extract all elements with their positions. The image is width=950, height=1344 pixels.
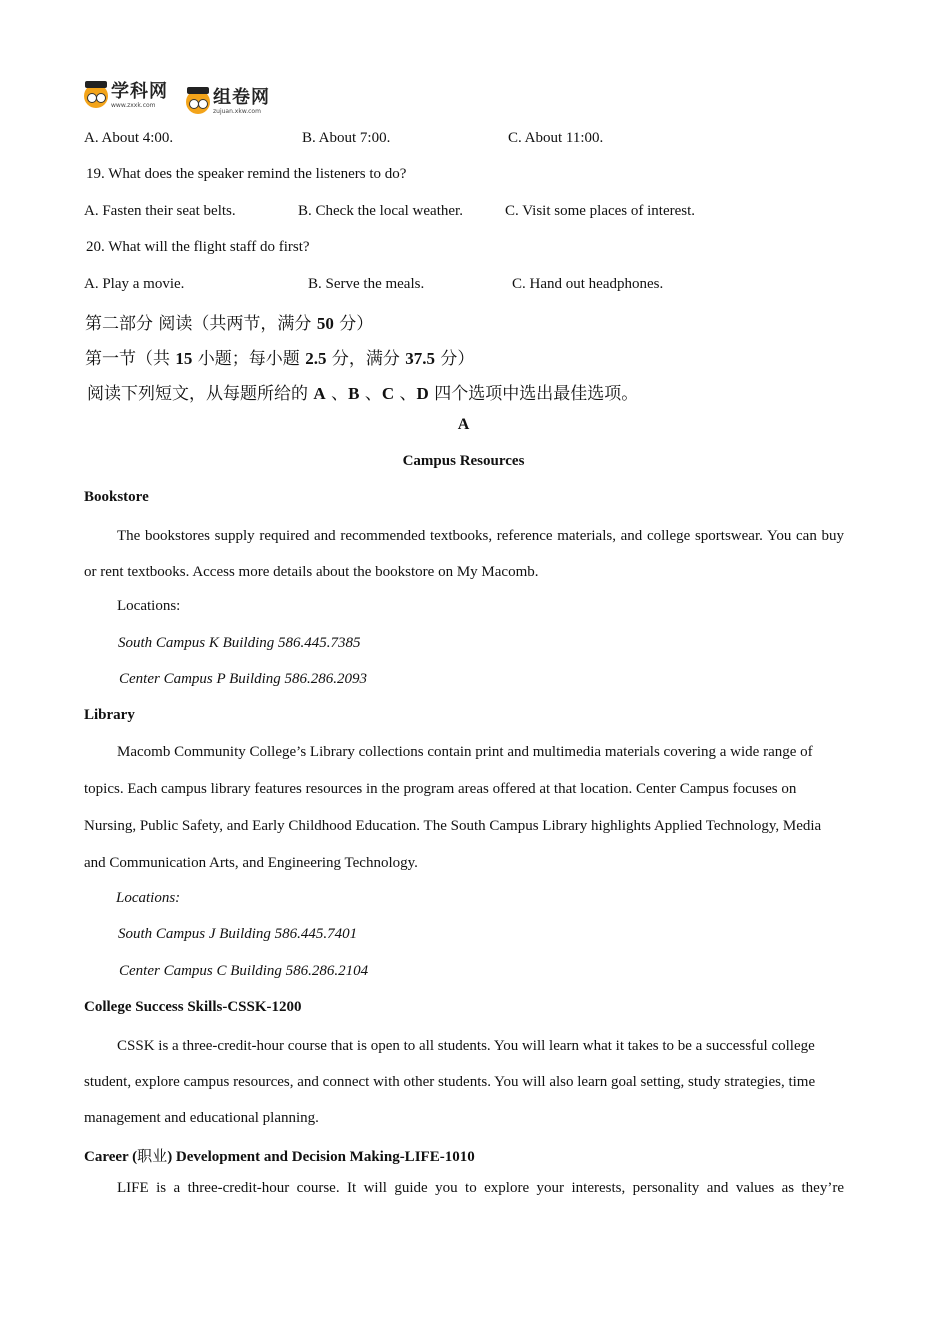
cssk-heading: College Success Skills-CSSK-1200: [84, 999, 302, 1015]
passage-title: Campus Resources: [402, 453, 525, 469]
library-location-south: South Campus J Building 586.445.7401: [118, 926, 358, 942]
q20-question: 20. What will the flight staff do first?: [86, 239, 310, 255]
zujuanwang-logo: [186, 84, 270, 120]
owl-icon: [186, 90, 210, 114]
section1-heading: 第一节（共 15 小题；每小题 2.5 分，满分 37.5 分）: [85, 349, 475, 369]
owl-icon: [84, 84, 108, 108]
life-body: LIFE is a three-credit-hour course. It will guide you to explore your interests, personality and values as they’re: [117, 1180, 844, 1196]
bookstore-location-center: Center Campus P Building 586.286.2093: [119, 671, 368, 687]
q19-option-a: A. Fasten their seat belts.: [84, 203, 236, 219]
q18-option-a: A. About 4:00.: [84, 130, 174, 146]
bookstore-location-south: South Campus K Building 586.445.7385: [118, 635, 361, 651]
q19-option-c: C. Visit some places of interest.: [505, 203, 696, 219]
cssk-body: CSSK is a three-credit-hour course that is open to all students. You will learn what it takes to be a successful college student, explore campus resources, and connect with other students. You will also learn goal setting, study strategies, time management and educational planning.: [84, 1038, 816, 1126]
bookstore-heading: Bookstore: [84, 489, 149, 505]
q19-question: 19. What does the speaker remind the listeners to do?: [86, 166, 407, 182]
library-heading: Library: [84, 707, 135, 723]
q18-option-c: C. About 11:00.: [508, 130, 604, 146]
library-location-center: Center Campus C Building 586.286.2104: [119, 963, 369, 979]
library-locations-label: Locations:: [116, 890, 181, 906]
logo-text: 学科网: [111, 81, 168, 102]
logo-text: 组卷网: [213, 87, 270, 108]
reading-instruction: 阅读下列短文，从每题所给的 A 、B 、C 、D 四个选项中选出最佳选项。: [87, 384, 639, 404]
q20-option-a: A. Play a movie.: [84, 276, 185, 292]
library-body: Macomb Community College’s Library collections contain print and multimedia materials covering a wide range of topics. Each campus library features resources in the program areas offered at that location. Center Campus focuses on Nursing, Public Safety, and Early Childhood Education. The South Campus Library highlights Applied Technology, Media and Communication Arts, and Engineering Technology.: [84, 744, 822, 871]
passage-letter: A: [457, 416, 470, 433]
q20-option-b: B. Serve the meals.: [308, 276, 425, 292]
logo-url: www.zxxk.com: [111, 102, 156, 109]
xuekewang-logo: [84, 78, 168, 114]
q20-option-c: C. Hand out headphones.: [512, 276, 664, 292]
q19-option-b: B. Check the local weather.: [298, 203, 463, 219]
part2-heading: 第二部分 阅读（共两节，满分 50 分）: [85, 314, 374, 334]
logo-url: zujuan.xkw.com: [213, 108, 261, 115]
bookstore-locations-label: Locations:: [117, 598, 181, 614]
life-heading: Career (职业) Development and Decision Making-LIFE-1010: [84, 1147, 475, 1165]
q18-option-b: B. About 7:00.: [302, 130, 391, 146]
bookstore-body: The bookstores supply required and recommended textbooks, reference materials, and college sportswear. You can buy or rent textbooks. Access more details about the bookstore on My Macomb.: [84, 528, 844, 580]
